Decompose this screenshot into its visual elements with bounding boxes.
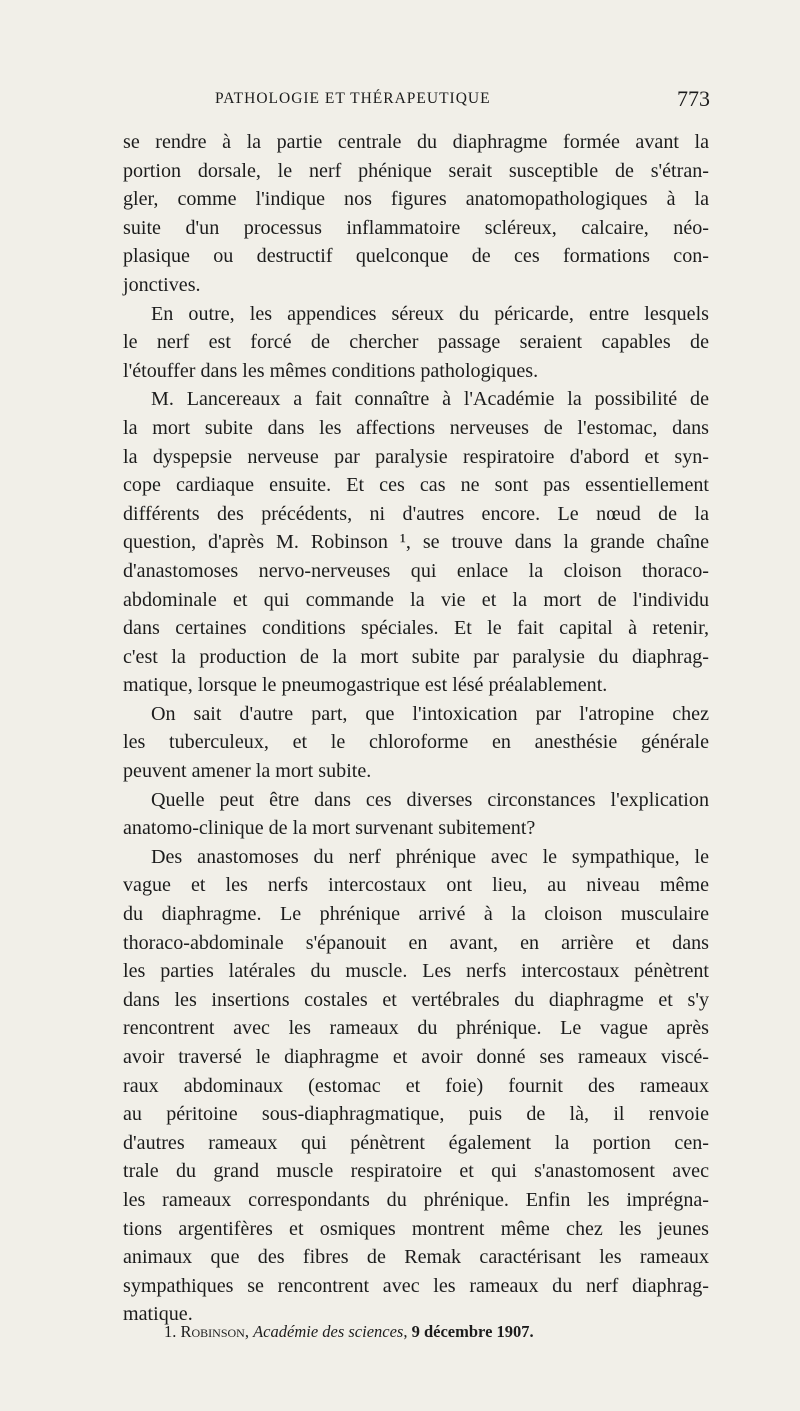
text-line: gler, comme l'indique nos figures anatomopathologiques à la [123, 188, 709, 211]
text-line: anatomo-clinique de la mort survenant subitement? [123, 817, 536, 840]
text-line: différents des précédents, ni d'autres encore. Le nœud de la [123, 502, 709, 525]
text-line: dans les insertions costales et vertébrales du diaphragme et s'y [123, 988, 709, 1011]
text-line: matique, lorsque le pneumogastrique est lésé préalablement. [123, 674, 608, 697]
text-line: dans certaines conditions spéciales. Et le fait capital à retenir, [123, 617, 709, 640]
text-line: l'étouffer dans les mêmes conditions pathologiques. [123, 359, 539, 382]
text-line: animaux que des fibres de Remak caractérisant les rameaux [123, 1246, 709, 1269]
text-line: plasique ou destructif quelconque de ces formations con- [123, 245, 709, 268]
text-line: les rameaux correspondants du phrénique. Enfin les imprégna- [123, 1188, 709, 1211]
text-line: le nerf est forcé de chercher passage seraient capables de [123, 331, 709, 354]
text-line: sympathiques se rencontrent avec les rameaux du nerf diaphrag- [123, 1274, 709, 1297]
text-line: vague et les nerfs intercostaux ont lieu, au niveau même [123, 874, 709, 897]
footnote-author: Robinson [180, 1322, 245, 1341]
page-number: 773 [677, 86, 710, 111]
footnote-date: 9 décembre 1907. [411, 1322, 534, 1341]
text-line: les parties latérales du muscle. Les nerfs intercostaux pénètrent [123, 960, 709, 983]
running-title: PATHOLOGIE ET THÉRAPEUTIQUE [215, 90, 491, 107]
text-line: jonctives. [123, 273, 201, 296]
text-line: portion dorsale, le nerf phénique serait susceptible de s'étran- [123, 159, 709, 182]
footnote: 1. Robinson, Académie des sciences, 9 décembre 1907. [164, 1322, 534, 1341]
text-line: c'est la production de la mort subite par paralysie du diaphrag- [123, 645, 709, 668]
text-line: les tuberculeux, et le chloroforme en anesthésie générale [123, 731, 709, 754]
footnote-source: Académie des sciences [253, 1322, 404, 1341]
text-line: M. Lancereaux a fait connaître à l'Académie la possibilité de [151, 388, 709, 411]
text-line: En outre, les appendices séreux du péricarde, entre lesquels [151, 302, 709, 325]
running-header [215, 86, 710, 118]
text-line: matique. [123, 1303, 193, 1326]
text-line: avoir traversé le diaphragme et avoir donné ses rameaux viscé- [123, 1046, 709, 1068]
text-line: la mort subite dans les affections nerveuses de l'estomac, dans [123, 416, 709, 439]
text-line: question, d'après M. Robinson ¹, se trouve dans la grande chaîne [123, 531, 709, 554]
text-line: la dyspepsie nerveuse par paralysie respiratoire d'abord et syn- [123, 445, 709, 468]
text-line: trale du grand muscle respiratoire et qui s'anastomosent avec [123, 1160, 709, 1183]
text-line: au péritoine sous-diaphragmatique, puis de là, il renvoie [123, 1103, 709, 1126]
text-line: se rendre à la partie centrale du diaphragme formée avant la [123, 131, 709, 153]
text-line: peuvent amener la mort subite. [123, 760, 372, 783]
text-line: rencontrent avec les rameaux du phrénique. Le vague après [123, 1017, 709, 1040]
text-line: raux abdominaux (estomac et foie) fournit des rameaux [123, 1074, 709, 1097]
text-line: suite d'un processus inflammatoire scléreux, calcaire, néo- [123, 216, 709, 239]
text-line: d'autres rameaux qui pénètrent également la portion cen- [123, 1131, 709, 1154]
footnote-marker: 1. [164, 1322, 177, 1341]
body-text [123, 128, 709, 1329]
text-line: thoraco-abdominale s'épanouit en avant, en arrière et dans [123, 931, 709, 954]
text-line: tions argentifères et osmiques montrent même chez les jeunes [123, 1217, 709, 1240]
text-line: cope cardiaque ensuite. Et ces cas ne sont pas essentiellement [123, 474, 709, 497]
text-line: Des anastomoses du nerf phrénique avec le sympathique, le [151, 845, 709, 868]
text-line: du diaphragme. Le phrénique arrivé à la cloison musculaire [123, 903, 709, 926]
text-line: d'anastomoses nervo-nerveuses qui enlace la cloison thoraco- [123, 559, 709, 582]
text-line: Quelle peut être dans ces diverses circonstances l'explication [151, 788, 709, 811]
text-line: On sait d'autre part, que l'intoxication par l'atropine chez [151, 702, 709, 725]
text-line: abdominale et qui commande la vie et la mort de l'individu [123, 588, 709, 611]
